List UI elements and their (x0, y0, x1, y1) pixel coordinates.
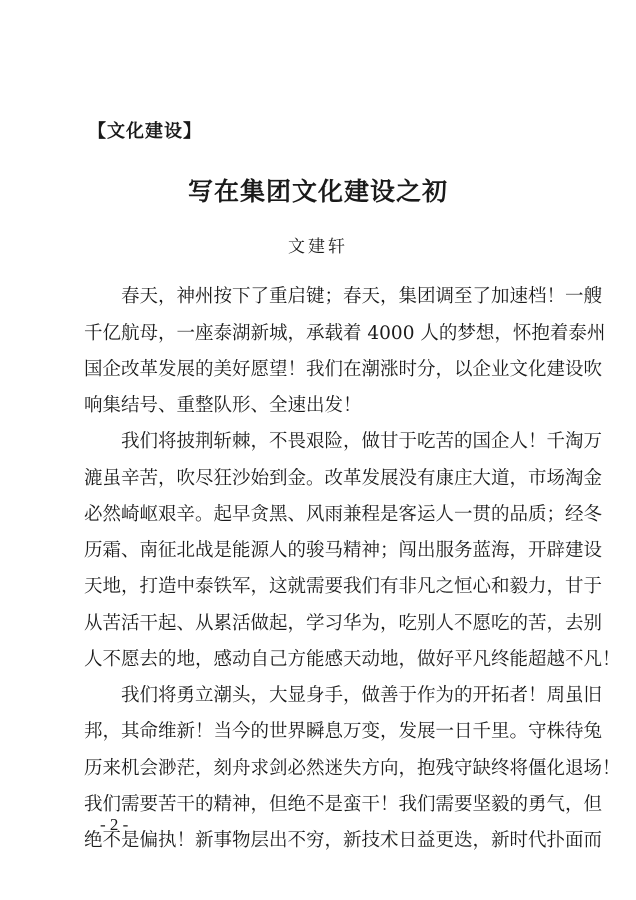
paragraph-3-line-4: 我们需要苦干的精神，但绝不是蛮干！我们需要坚毅的勇气，但 (84, 794, 603, 815)
paragraph-3-line-1: 我们将勇立潮头，大显身手，做善于作为的开拓者！周虽旧 (121, 685, 603, 706)
page-number: - 2 - (100, 815, 129, 834)
paragraph-1-line-4: 响集结号、重整队形、全速出发！ (84, 395, 362, 416)
paragraph-2-line-6: 从苦活干起、从累活做起，学习华为，吃别人不愿吃的苦，去别 (84, 613, 603, 634)
section-tag: 【文化建设】 (88, 121, 202, 142)
paragraph-1-line-1: 春天，神州按下了重启键；春天，集团调至了加速档！一艘 (121, 286, 603, 307)
paragraph-2-line-2: 漉虽辛苦，吹尽狂沙始到金。改革发展没有康庄大道，市场淘金 (84, 468, 603, 489)
article-title: 写在集团文化建设之初 (187, 177, 448, 206)
paragraph-2-line-3: 必然崎岖艰辛。起早贪黑、风雨兼程是客运人一贯的品质；经冬 (84, 504, 603, 525)
paragraph-1-line-2: 千亿航母，一座泰湖新城，承载着 4000 人的梦想，怀抱着泰州 (84, 323, 606, 344)
paragraph-2-line-7: 人不愿去的地，感动自己方能感天动地，做好平凡终能超越不凡！ (84, 649, 621, 670)
paragraph-3-line-2: 邦，其命维新！当今的世界瞬息万变，发展一日千里。守株待兔 (84, 721, 603, 742)
paragraph-2-line-4: 历霜、南征北战是能源人的骏马精神；闯出服务蓝海，开辟建设 (84, 540, 603, 561)
paragraph-2-line-5: 天地，打造中泰铁军，这就需要我们有非凡之恒心和毅力，甘于 (84, 576, 603, 597)
paragraph-1-line-3: 国企改革发展的美好愿望！我们在潮涨时分，以企业文化建设吹 (84, 359, 603, 380)
paragraph-2-line-1: 我们将披荆斩棘，不畏艰险，做甘于吃苦的国企人！千淘万 (121, 431, 603, 452)
paragraph-3-line-3: 历来机会渺茫，刻舟求剑必然迷失方向，抱残守缺终将僵化退场！ (84, 758, 621, 779)
author-name: 文建轩 (288, 237, 348, 257)
paragraph-3-line-5: 绝不是偏执！新事物层出不穷，新技术日益更迭，新时代扑面而 (84, 830, 603, 851)
